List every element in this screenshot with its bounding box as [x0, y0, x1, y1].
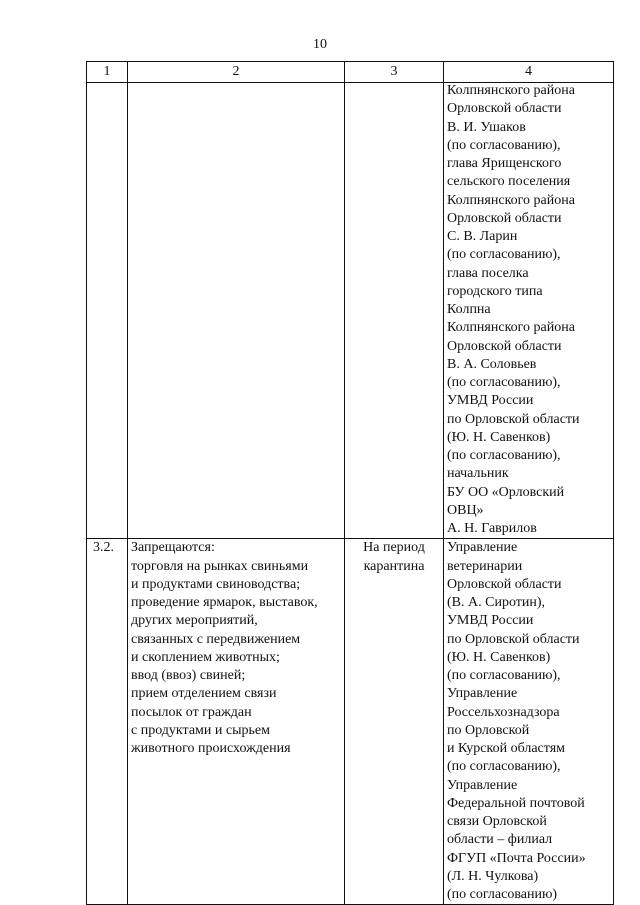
responsible-text: Управление ветеринарии Орловской области (В. А. Сиротин), УМВД России по Орловской области (Ю. Н. Савенков) (по согласованию), Управление Россельхознадзора по Орловской и Курской областям (по согласованию), Управление Федеральной почтовой связи Орловской области – филиал ФГУП «Почта России» (Л. Н. Чулкова) (по согласованию): [447, 540, 586, 902]
column-header-1: 1: [87, 62, 128, 83]
table-row-3-2: [87, 539, 614, 905]
cell-responsible: [444, 539, 614, 905]
measure-text: Запрещаются: торговля на рынках свиньями и продуктами свиноводства; проведение ярмарок, выставок, других мероприятий, связанных с передвижением и скоплением животных; ввод (ввоз) свиней; прием отделением связи посылок от граждан с продуктами и сырьем животного происхождения: [131, 540, 318, 756]
column-header-4: 4: [444, 62, 614, 83]
cell-measure: [128, 83, 345, 539]
table-row-continuation: [87, 83, 614, 539]
table-header-row: [87, 62, 614, 83]
cell-period: [345, 539, 444, 905]
cell-period: [345, 83, 444, 539]
cell-item-number: [87, 539, 128, 905]
column-header-2: 2: [128, 62, 345, 83]
cell-item-number: [87, 83, 128, 539]
page-number: 10: [313, 37, 327, 52]
document-table: [86, 61, 614, 905]
column-header-3: 3: [345, 62, 444, 83]
cell-measure: [128, 539, 345, 905]
responsible-text: Колпнянского района Орловской области В. И. Ушаков (по согласованию), глава Ярищенского сельского поселения Колпнянского района Орловской области С. В. Ларин (по согласованию), глава поселка городского типа Колпна Колпнянского района Орловской области В. А. Соловьев (по согласованию), УМВД России по Орловской области (Ю. Н. Савенков) (по согласованию), начальник БУ ОО «Орловский ОВЦ» А. Н. Гаврилов: [447, 83, 580, 536]
item-number-text: 3.2.: [93, 540, 114, 556]
period-text: На период карантина: [363, 540, 425, 574]
cell-responsible: [444, 83, 614, 539]
